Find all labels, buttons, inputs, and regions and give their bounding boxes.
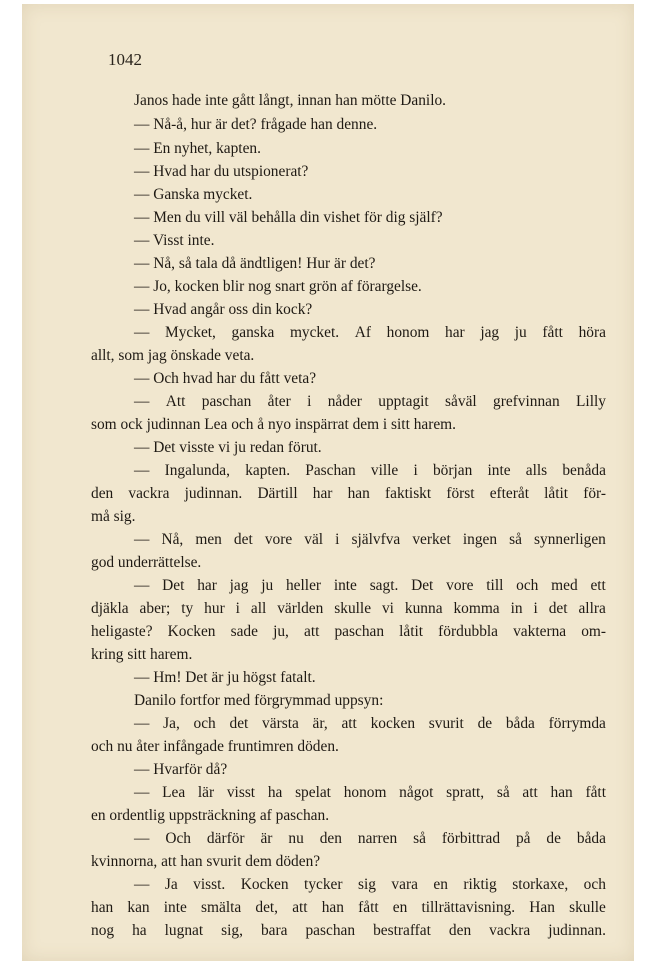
- text-line: — Nå, så tala då ändtligen! Hur är det?: [134, 255, 376, 272]
- text-line: — Men du vill väl behålla din vishet för dig själf?: [134, 209, 443, 226]
- text-line: — Det har jag ju heller inte sagt. Det vore till och med ett: [134, 577, 606, 594]
- text-line: som ock judinnan Lea och å nyo inspärrat dem i sitt harem.: [91, 416, 457, 433]
- text-line: den vackra judinnan. Därtill har han faktiskt först efteråt låtit för-: [91, 485, 606, 502]
- text-line: — Att paschan åter i nåder upptagit såväl grefvinnan Lilly: [134, 393, 606, 410]
- text-line: — En nyhet, kapten.: [134, 140, 261, 157]
- text-line: — Och hvad har du fått veta?: [134, 370, 317, 387]
- text-line: Danilo fortfor med förgrymmad uppsyn:: [134, 692, 384, 709]
- text-line: — Hm! Det är ju högst fatalt.: [134, 669, 316, 686]
- text-line: en ordentlig uppsträckning af paschan.: [91, 807, 330, 824]
- text-line: — Nå-å, hur är det? frågade han denne.: [134, 116, 378, 133]
- text-line: — Och därför är nu den narren så förbittrad på de båda: [134, 830, 606, 847]
- text-line: — Mycket, ganska mycket. Af honom har jag ju fått höra: [134, 324, 606, 341]
- text-line: — Ganska mycket.: [134, 186, 253, 203]
- text-line: — Ja visst. Kocken tycker sig vara en riktig storkaxe, och: [134, 876, 606, 893]
- text-line: — Ingalunda, kapten. Paschan ville i början inte alls benåda: [134, 462, 606, 479]
- text-line: — Lea lär visst ha spelat honom något spratt, så att han fått: [134, 784, 606, 801]
- text-line: — Hvarför då?: [134, 761, 228, 778]
- text-line: och nu åter infångade fruntimren döden.: [91, 738, 339, 755]
- text-line: — Det visste vi ju redan förut.: [134, 439, 322, 456]
- text-line: — Ja, och det värsta är, att kocken svurit de båda förrymda: [134, 715, 606, 732]
- text-line: kvinnorna, att han svurit dem döden?: [91, 853, 321, 870]
- text-line: han kan inte smälta det, att han fått en tillrättavisning. Han skulle: [91, 899, 606, 916]
- text-line: Janos hade inte gått långt, innan han mötte Danilo.: [134, 92, 447, 109]
- text-line: djäkla aber; ty hur i all världen skulle vi kunna komma in i det allra: [91, 600, 606, 617]
- text-line: — Hvad angår oss din kock?: [134, 301, 313, 318]
- text-line: — Hvad har du utspionerat?: [134, 163, 309, 180]
- text-line: nog ha lugnat sig, bara paschan bestraffat den vackra judinnan.: [91, 922, 606, 939]
- text-line: kring sitt harem.: [91, 646, 193, 663]
- page-number: 1042: [108, 50, 142, 69]
- text-line: god underrättelse.: [91, 554, 202, 571]
- text-line: heligaste? Kocken sade ju, att paschan låtit fördubbla vakterna om-: [91, 623, 606, 640]
- text-line: — Jo, kocken blir nog snart grön af förargelse.: [134, 278, 422, 295]
- text-line: allt, som jag önskade veta.: [91, 347, 255, 364]
- text-line: — Visst inte.: [134, 232, 215, 249]
- text-line: må sig.: [91, 508, 136, 525]
- text-line: — Nå, men det vore väl i självfva verket ingen så synnerligen: [134, 531, 606, 548]
